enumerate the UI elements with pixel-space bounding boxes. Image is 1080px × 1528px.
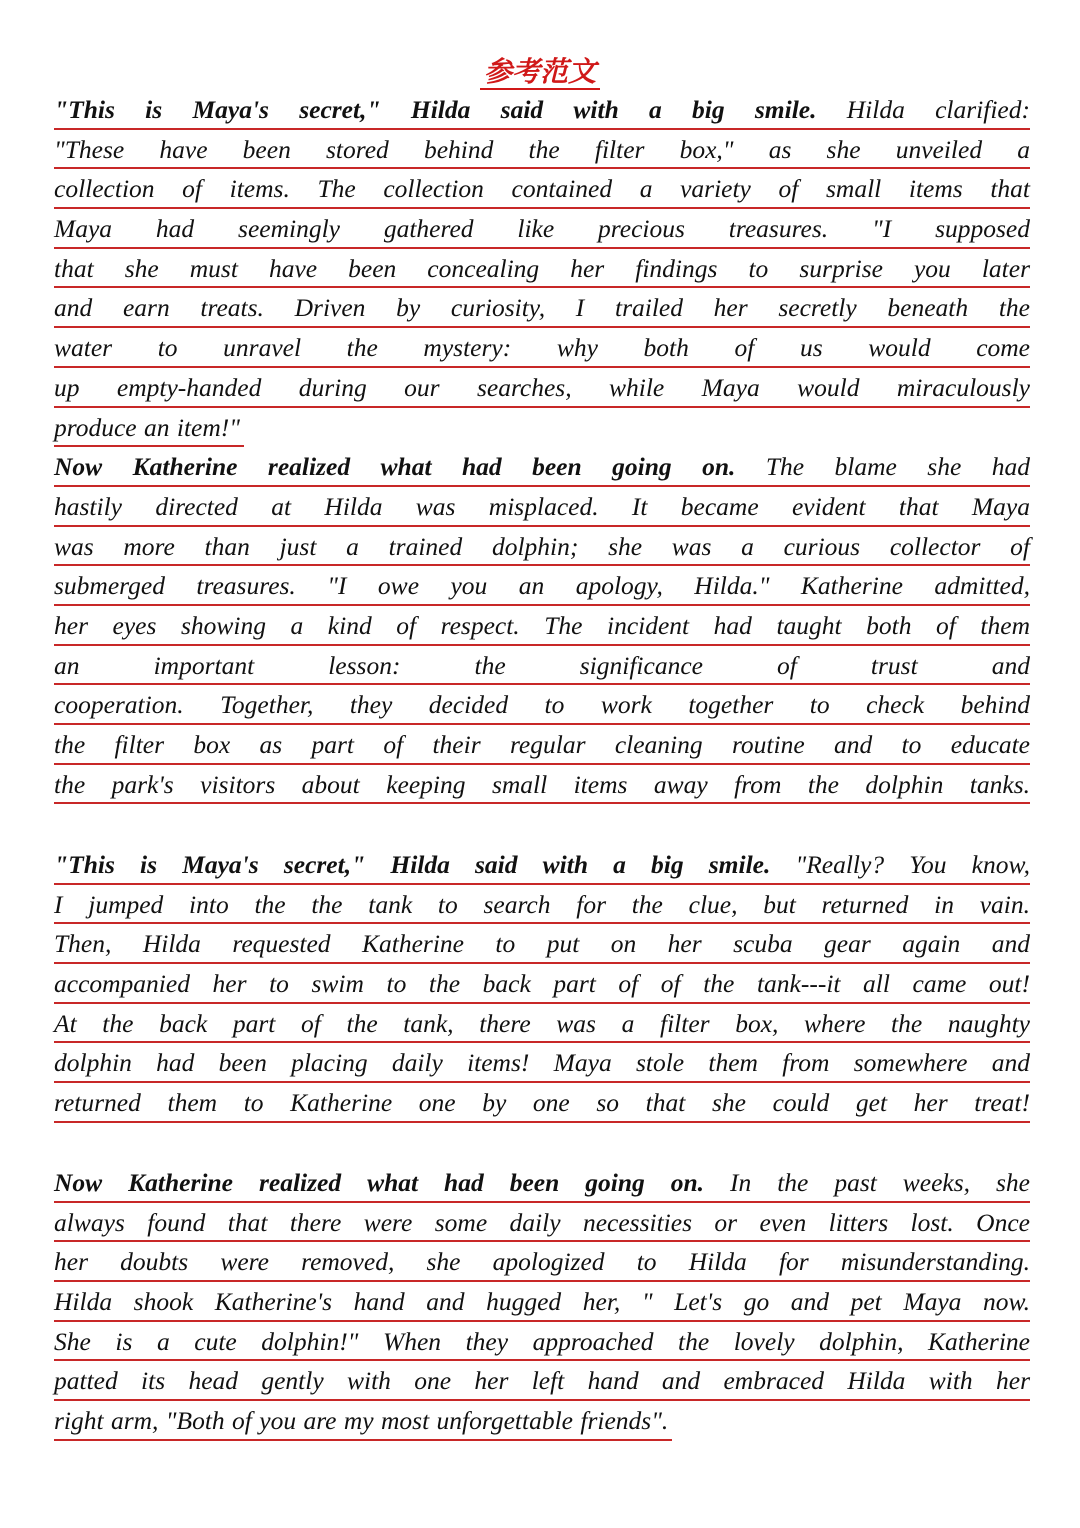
essay-line: Then, Hilda requested Katherine to put on her scuba gear again and: [54, 924, 1030, 964]
essay-line: Now Katherine realized what had been going on. The blame she had: [54, 447, 1030, 487]
essay-line: the filter box as part of their regular cleaning routine and to educate: [54, 725, 1030, 765]
essay-line: her doubts were removed, she apologized to Hilda for misunderstanding.: [54, 1242, 1030, 1282]
essay-line: and earn treats. Driven by curiosity, I trailed her secretly beneath the: [54, 288, 1030, 328]
essay-line: hastily directed at Hilda was misplaced. It became evident that Maya: [54, 487, 1030, 527]
essay-line: She is a cute dolphin!" When they approached the lovely dolphin, Katherine: [54, 1322, 1030, 1362]
essay-line: "This is Maya's secret," Hilda said with a big smile. "Really? You know,: [54, 845, 1030, 885]
essay-line: that she must have been concealing her findings to surprise you later: [54, 249, 1030, 289]
essay-line: Hilda shook Katherine's hand and hugged her, " Let's go and pet Maya now.: [54, 1282, 1030, 1322]
essay-line: returned them to Katherine one by one so that she could get her treat!: [54, 1083, 1030, 1123]
essay-line: Maya had seemingly gathered like precious treasures. "I supposed: [54, 209, 1030, 249]
essay-line: accompanied her to swim to the back part of of the tank---it all came out!: [54, 964, 1030, 1004]
essay-line: an important lesson: the significance of trust and: [54, 646, 1030, 686]
essay-line: up empty-handed during our searches, while Maya would miraculously: [54, 368, 1030, 408]
essay-line: water to unravel the mystery: why both of us would come: [54, 328, 1030, 368]
essay-line: I jumped into the the tank to search for the clue, but returned in vain.: [54, 885, 1030, 925]
essay-line: collection of items. The collection contained a variety of small items that: [54, 169, 1030, 209]
page-title: 参考范文: [0, 52, 1080, 92]
paragraph-3: [54, 1163, 1030, 1441]
essay-line: produce an item!": [54, 408, 244, 448]
paragraph-2: [54, 845, 1030, 1123]
essay-line: At the back part of the tank, there was a filter box, where the naughty: [54, 1004, 1030, 1044]
paragraph-1: [54, 90, 1030, 804]
essay-line: submerged treasures. "I owe you an apology, Hilda." Katherine admitted,: [54, 566, 1030, 606]
essay-line: always found that there were some daily necessities or even litters lost. Once: [54, 1203, 1030, 1243]
essay-line: was more than just a trained dolphin; she was a curious collector of: [54, 527, 1030, 567]
essay-line: "This is Maya's secret," Hilda said with a big smile. Hilda clarified:: [54, 90, 1030, 130]
essay-line: Now Katherine realized what had been going on. In the past weeks, she: [54, 1163, 1030, 1203]
essay-line: dolphin had been placing daily items! Maya stole them from somewhere and: [54, 1043, 1030, 1083]
essay-line: cooperation. Together, they decided to work together to check behind: [54, 685, 1030, 725]
essay-line: patted its head gently with one her left hand and embraced Hilda with her: [54, 1361, 1030, 1401]
essay-line: the park's visitors about keeping small items away from the dolphin tanks.: [54, 765, 1030, 805]
essay-line: her eyes showing a kind of respect. The incident had taught both of them: [54, 606, 1030, 646]
essay-line: right arm, "Both of you are my most unforgettable friends".: [54, 1401, 672, 1441]
essay-line: "These have been stored behind the filter box," as she unveiled a: [54, 130, 1030, 170]
